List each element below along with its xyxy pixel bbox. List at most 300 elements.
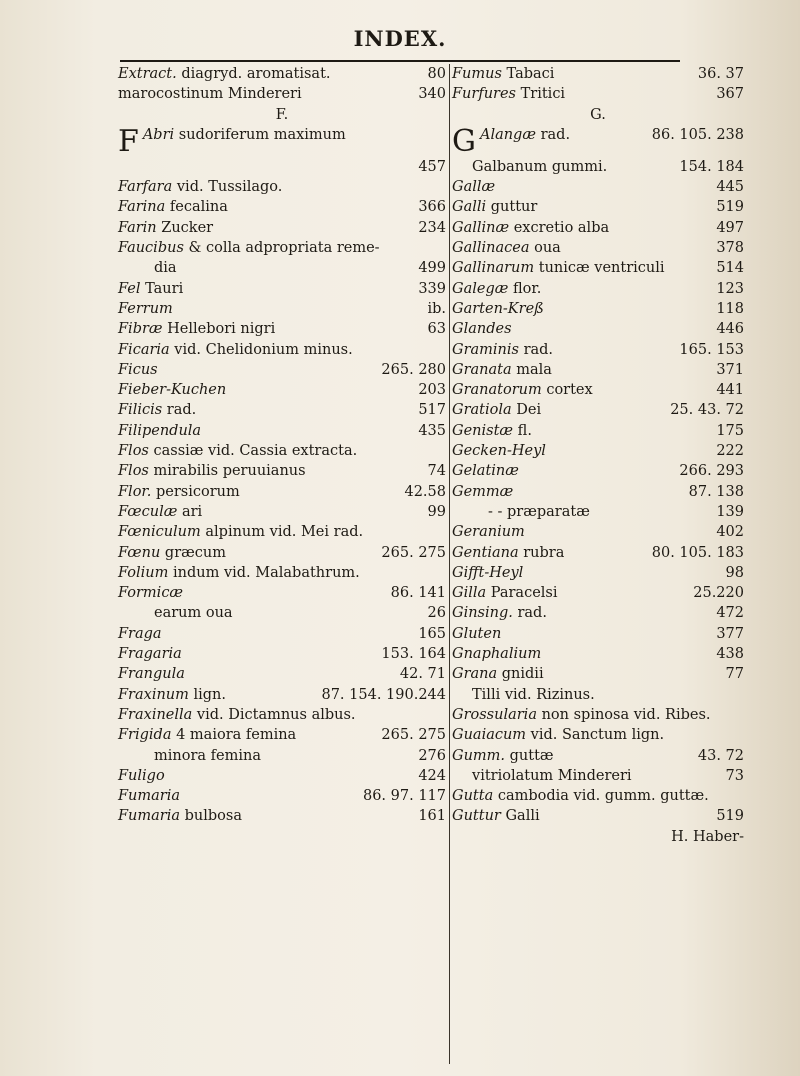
entry-pages: 25. 43. 72 [670, 402, 744, 419]
entry-description: lign. [188, 686, 227, 703]
entry-pages: 87. 154. 190.244 [321, 686, 446, 703]
index-entry [452, 502, 744, 522]
entry-description: Galbanum gummi. [472, 158, 608, 175]
entry-term [472, 157, 607, 177]
entry-term [452, 603, 547, 623]
entry-term [452, 218, 609, 238]
entry-description: Tauri [140, 280, 184, 297]
entry-description: vitriolatum Mindereri [472, 767, 632, 784]
entry-headword: Flos [118, 463, 149, 480]
entry-pages: 25.220 [693, 585, 744, 602]
entry-headword: Ginsing. [452, 605, 513, 622]
index-entry [118, 340, 446, 360]
entry-headword: Geranium [452, 524, 525, 541]
entry-pages: 203 [418, 382, 446, 399]
entry-description: Hellebori nigri [162, 321, 276, 338]
entry-pages: 517 [418, 402, 446, 419]
index-entry [118, 482, 446, 502]
entry-term [452, 441, 546, 461]
index-entry [452, 664, 744, 684]
entry-headword: Fumus [452, 66, 502, 82]
entry-description: mala [511, 361, 552, 378]
index-entry [118, 563, 446, 583]
entry-headword: Fel [118, 280, 141, 297]
index-entry [118, 360, 446, 380]
index-entry [452, 197, 744, 217]
entry-term [118, 806, 242, 826]
entry-description: minora femina [154, 747, 261, 764]
entry-headword: Faucibus [118, 240, 184, 257]
index-entry [452, 380, 744, 400]
entry-description: mirabilis peruuianus [148, 463, 306, 480]
entry-pages: 36. 37 [697, 66, 744, 82]
index-entry [452, 441, 744, 461]
entry-description: rad. [162, 402, 197, 419]
entry-headword: Grossularia [452, 706, 537, 723]
entry-description: - - præparatæ [488, 503, 590, 520]
entry-description: vid. Sanctum lign. [526, 727, 665, 744]
entry-pages: 472 [716, 605, 744, 622]
entry-term [118, 238, 380, 258]
index-entry [118, 685, 446, 705]
index-entry [452, 258, 744, 278]
entry-headword: Frangula [118, 666, 185, 683]
entry-headword: Ferrum [118, 300, 173, 317]
entry-term [452, 360, 552, 380]
entry-pages: 457 [418, 158, 446, 175]
entry-term [452, 299, 544, 319]
entry-pages: 367 [716, 86, 744, 103]
entry-description: Tabaci [501, 66, 555, 82]
entry-headword: Gecken-Heyl [452, 443, 546, 460]
entry-term [452, 400, 541, 420]
left-column [118, 64, 446, 827]
index-entry [118, 258, 446, 278]
entry-description: Zucker [156, 219, 214, 236]
entry-description: rad. [512, 605, 547, 622]
index-entry [452, 218, 744, 238]
entry-pages: 378 [716, 240, 744, 257]
entry-description: rad. [535, 126, 571, 143]
entry-term [118, 624, 162, 644]
entry-description: marocostinum Mindereri [118, 86, 302, 103]
index-entry [118, 380, 446, 400]
entry-headword: Fraxinum [118, 686, 189, 703]
entry-term [452, 238, 561, 258]
entry-pages [738, 725, 744, 745]
entry-description: flor. [508, 280, 542, 297]
entry-term [452, 705, 711, 725]
index-entry [452, 360, 744, 380]
entry-term [118, 461, 306, 481]
entry-headword: Gluten [452, 625, 502, 642]
entry-description: vid. Tussilago. [172, 179, 283, 196]
entry-term [118, 583, 183, 603]
index-entry-continuation [118, 157, 446, 177]
index-entry [452, 746, 744, 766]
entry-headword: Ficus [118, 361, 158, 378]
index-entry [118, 603, 446, 623]
entry-description: rad. [518, 341, 554, 358]
entry-pages: 99 [427, 503, 446, 520]
entry-pages [440, 705, 446, 725]
entry-description: Tritici [516, 86, 566, 103]
entry-pages: 435 [418, 422, 446, 439]
index-entry [118, 644, 446, 664]
entry-headword: Gratiola [452, 402, 512, 419]
entry-pages: 98 [725, 564, 744, 581]
entry-term [452, 806, 540, 826]
entry-description: cassiæ vid. Cassia extracta. [148, 443, 358, 460]
entry-headword: Fœnu [118, 544, 161, 561]
index-entry [452, 461, 744, 481]
entry-term [118, 482, 240, 502]
entry-description: bulbosa [180, 808, 242, 825]
entry-pages: 87. 138 [688, 483, 744, 500]
entry-description: tunicæ ventriculi [534, 260, 665, 277]
entry-headword: Frigida [118, 727, 172, 744]
entry-headword: Fieber-Kuchen [118, 382, 227, 399]
index-entry [452, 157, 744, 177]
index-entry [118, 400, 446, 420]
entry-description: non spinosa vid. Ribes. [536, 706, 711, 723]
entry-description: guttæ [505, 747, 554, 764]
entry-headword: Farina [118, 199, 166, 216]
entry-term [452, 543, 564, 563]
entry-description: cambodia vid. gumm. guttæ. [493, 788, 709, 805]
entry-headword: Galli [452, 199, 487, 216]
entry-headword: Gilla [452, 585, 487, 602]
index-entry [118, 502, 446, 522]
entry-pages: 77 [725, 666, 744, 683]
entry-description: ari [177, 503, 203, 520]
column-divider [449, 64, 450, 1064]
entry-description: guttur [486, 199, 538, 216]
index-entry [452, 421, 744, 441]
right-column [452, 64, 744, 847]
section-letter: G. [590, 106, 606, 123]
entry-term [154, 258, 177, 278]
entry-headword: Guaiacum [452, 727, 527, 744]
entry-term [452, 340, 553, 360]
index-entry [452, 786, 744, 806]
entry-term [154, 603, 233, 623]
entry-headword: Granata [452, 361, 512, 378]
entry-pages [440, 522, 446, 542]
index-entry [452, 603, 744, 623]
entry-term [118, 177, 282, 197]
entry-pages: 497 [716, 219, 744, 236]
entry-headword: Genistæ [452, 422, 514, 439]
entry-term [118, 279, 183, 299]
entry-description: alpinum vid. Mei rad. [200, 524, 364, 541]
index-entry [452, 279, 744, 299]
index-entry [118, 64, 446, 84]
entry-headword: Gifft-Heyl [452, 564, 524, 581]
entry-headword: Guttur [452, 808, 501, 825]
entry-description: gnidii [497, 666, 544, 683]
entry-pages: 441 [716, 382, 744, 399]
entry-term [118, 340, 353, 360]
entry-term [452, 725, 664, 745]
index-entry [118, 84, 446, 104]
index-entry [452, 84, 744, 104]
entry-headword: Filicis [118, 402, 163, 419]
entry-description: earum oua [154, 605, 233, 622]
index-entry [118, 664, 446, 684]
index-entry [118, 218, 446, 238]
entry-term [452, 664, 544, 684]
entry-description: sudoriferum maximum [174, 126, 346, 143]
entry-term [118, 725, 296, 745]
entry-headword: Folium [118, 564, 169, 581]
entry-pages [440, 340, 446, 360]
entry-term [452, 64, 554, 84]
entry-term [452, 482, 513, 502]
index-entry [452, 705, 744, 725]
entry-term [452, 279, 541, 299]
entry-headword: Garten-Kreß [452, 300, 544, 317]
entry-headword: Fragaria [118, 646, 182, 663]
index-entry [452, 644, 744, 664]
entry-headword: Alangæ [479, 126, 536, 143]
entry-description: Tilli vid. Rizinus. [472, 686, 595, 703]
entry-pages: 339 [418, 280, 446, 297]
index-entry [118, 705, 446, 725]
entry-description: oua [529, 240, 561, 257]
index-entry [118, 766, 446, 786]
entry-term [452, 84, 565, 104]
entry-pages: 165 [418, 625, 446, 642]
entry-pages: 266. 293 [679, 463, 744, 480]
entry-headword: Gallinarum [452, 260, 535, 277]
entry-term [452, 421, 532, 441]
entry-headword: Fuligo [118, 767, 165, 784]
index-entry [452, 766, 744, 786]
index-entry [452, 340, 744, 360]
entry-pages: 86. 141 [390, 585, 446, 602]
entry-term [452, 746, 554, 766]
entry-description: Galli [500, 808, 540, 825]
entry-pages [440, 441, 446, 461]
entry-term [118, 197, 228, 217]
entry-pages: 366 [418, 199, 446, 216]
entry-headword: Granatorum [452, 382, 542, 399]
entry-description: Dei [511, 402, 542, 419]
entry-pages: 402 [716, 524, 744, 541]
entry-term [118, 64, 331, 84]
entry-description: græcum [160, 544, 226, 561]
entry-term [472, 685, 595, 705]
index-entry [118, 786, 446, 806]
entry-headword: Farin [118, 219, 157, 236]
entry-pages: 123 [716, 280, 744, 297]
entry-description: dia [154, 260, 177, 277]
index-entry [118, 583, 446, 603]
entry-pages: 80. 105. 183 [651, 544, 744, 561]
index-entry [118, 624, 446, 644]
entry-pages: 86. 105. 238 [651, 126, 744, 143]
entry-pages: 276 [418, 747, 446, 764]
entry-term [118, 319, 275, 339]
index-entry [452, 64, 744, 84]
index-entry [118, 319, 446, 339]
initial-letter: F [118, 123, 139, 159]
section-letter: F. [275, 106, 289, 123]
index-entry [118, 279, 446, 299]
entry-headword: Gnaphalium [452, 646, 542, 663]
entry-pages [738, 705, 744, 725]
entry-pages [440, 238, 446, 258]
index-entry [452, 299, 744, 319]
entry-pages: 43. 72 [697, 747, 744, 764]
entry-pages: 265. 275 [381, 727, 446, 744]
entry-description: & colla adpropriata reme- [183, 240, 380, 257]
entry-pages: 234 [418, 219, 446, 236]
entry-headword: Fœculæ [118, 503, 178, 520]
entry-term [118, 360, 158, 380]
index-entry [118, 238, 446, 258]
entry-term [118, 84, 302, 104]
index-entry [452, 177, 744, 197]
entry-pages: 265. 280 [381, 361, 446, 378]
entry-term [452, 624, 501, 644]
entry-term [452, 522, 525, 542]
entry-pages: 519 [716, 808, 744, 825]
index-entry [452, 583, 744, 603]
entry-description: fl. [513, 422, 532, 439]
index-entry [452, 400, 744, 420]
entry-pages: 42.58 [404, 483, 446, 500]
index-entry [118, 125, 446, 157]
entry-headword: Formicæ [118, 585, 184, 602]
entry-headword: Grana [452, 666, 498, 683]
entry-pages: 26 [427, 605, 446, 622]
index-entry [452, 522, 744, 542]
entry-pages [738, 685, 744, 705]
entry-description: fecalina [165, 199, 228, 216]
entry-description: indum vid. Malabathrum. [168, 564, 360, 581]
index-entry [118, 197, 446, 217]
index-entry [452, 725, 744, 745]
entry-term [452, 563, 523, 583]
index-entry [452, 125, 744, 157]
index-entry [452, 543, 744, 563]
entry-pages: 222 [716, 443, 744, 460]
entry-pages: 445 [716, 179, 744, 196]
entry-term [118, 543, 226, 563]
entry-pages [440, 125, 446, 157]
initial-letter: G [452, 123, 476, 159]
entry-pages: ib. [427, 300, 446, 317]
entry-headword: Abri [142, 126, 175, 143]
index-entry [452, 319, 744, 339]
entry-headword: Farfara [118, 179, 173, 196]
entry-pages: 499 [418, 260, 446, 277]
entry-description: rubra [518, 544, 565, 561]
entry-term [118, 766, 165, 786]
entry-pages: 371 [716, 361, 744, 378]
index-entry [452, 624, 744, 644]
entry-term [452, 786, 709, 806]
entry-term [118, 421, 201, 441]
entry-headword: Fraga [118, 625, 162, 642]
entry-pages: 519 [716, 199, 744, 216]
entry-term [452, 177, 495, 197]
entry-pages: 175 [716, 422, 744, 439]
index-entry [118, 522, 446, 542]
index-entry [118, 746, 446, 766]
entry-description: persicorum [151, 483, 240, 500]
entry-headword: Flor. [118, 483, 152, 500]
index-entry [452, 238, 744, 258]
entry-headword: Gutta [452, 788, 494, 805]
page-title: INDEX. [353, 26, 447, 51]
entry-term [118, 563, 360, 583]
entry-headword: Flos [118, 443, 149, 460]
entry-term [118, 786, 180, 806]
entry-term [118, 400, 196, 420]
entry-headword: Gelatinæ [452, 463, 519, 480]
entry-description: Paracelsi [486, 585, 558, 602]
header-rule [120, 60, 680, 62]
entry-headword: Glandes [452, 321, 512, 338]
entry-pages: 265. 275 [381, 544, 446, 561]
entry-headword: Extract. [118, 66, 177, 82]
entry-pages: 80 [427, 66, 446, 82]
index-entry [452, 482, 744, 502]
entry-term [118, 441, 357, 461]
entry-term [118, 522, 363, 542]
entry-headword: Ficaria [118, 341, 170, 358]
entry-headword: Furfures [452, 86, 516, 103]
entry-description: vid. Dictamnus albus. [192, 706, 356, 723]
entry-term [452, 258, 665, 278]
entry-description: diagryd. aromatisat. [176, 66, 331, 82]
entry-pages: 446 [716, 321, 744, 338]
entry-headword: Filipendula [118, 422, 202, 439]
index-entry [118, 421, 446, 441]
entry-headword: Fumaria [118, 808, 181, 825]
entry-term [118, 380, 226, 400]
entry-pages [738, 786, 744, 806]
entry-term [452, 125, 570, 157]
entry-term [488, 502, 590, 522]
entry-term [118, 644, 182, 664]
entry-term [452, 644, 541, 664]
entry-pages [440, 177, 446, 197]
index-entry [452, 685, 744, 705]
entry-description: vid. Chelidonium minus. [169, 341, 353, 358]
entry-term [118, 685, 226, 705]
entry-pages: 153. 164 [381, 646, 446, 663]
entry-headword: Graminis [452, 341, 519, 358]
entry-headword: Fibræ [118, 321, 163, 338]
entry-headword: Galegæ [452, 280, 509, 297]
entry-term [452, 319, 512, 339]
entry-pages: 340 [418, 86, 446, 103]
entry-term [472, 766, 632, 786]
index-entry [118, 543, 446, 563]
index-entry [452, 806, 744, 826]
entry-term [154, 746, 261, 766]
index-entry [118, 299, 446, 319]
entry-pages: 42. 71 [399, 666, 446, 683]
entry-headword: Gallæ [452, 179, 496, 196]
entry-headword: Fœniculum [118, 524, 201, 541]
index-entry [118, 806, 446, 826]
entry-description: excretio alba [509, 219, 610, 236]
